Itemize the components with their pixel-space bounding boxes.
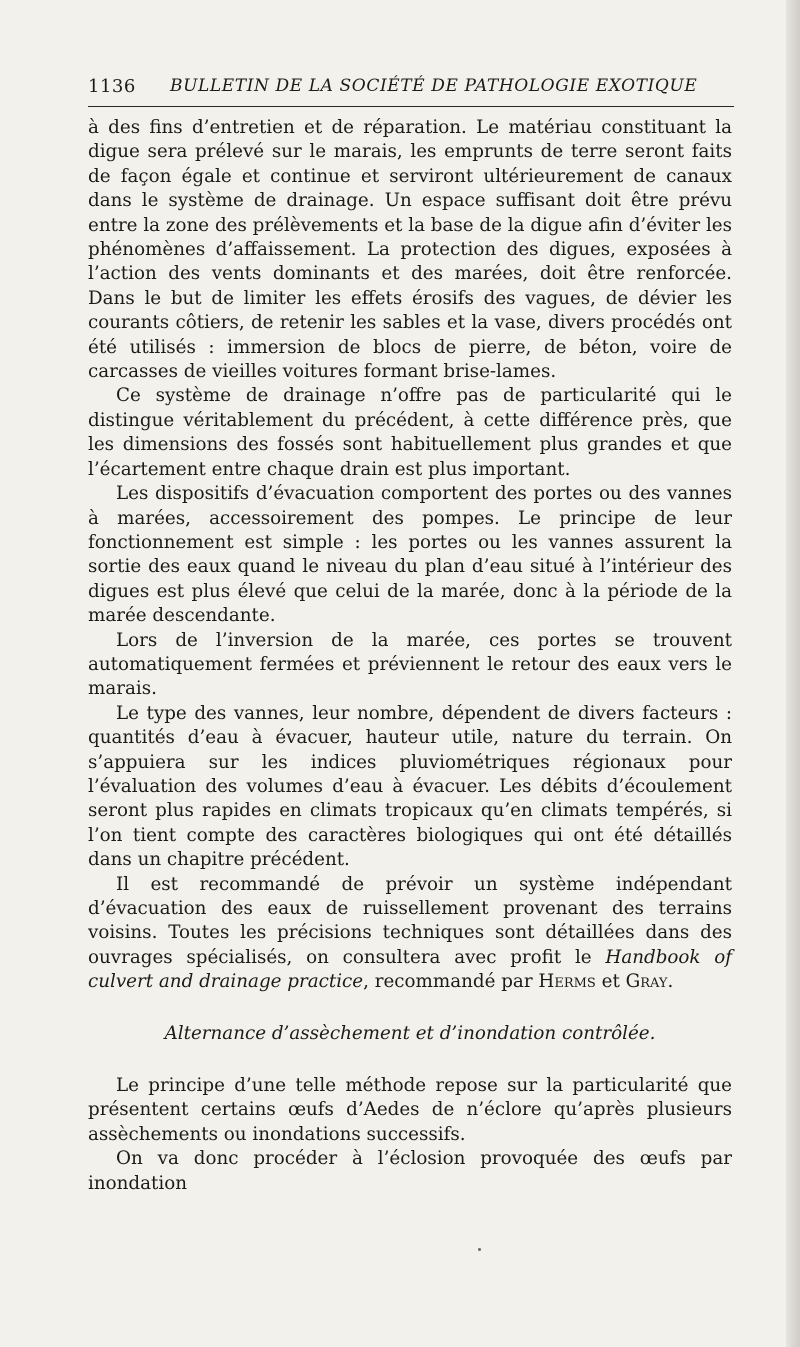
paragraph-text: Il est recommandé de prévoir un système indépendant d’évacuation des eaux de ruissellement provenant des terrains voisins. Toutes les précisions techniques sont détaillées dans des ouvrages spécialisés, on consultera avec profit le xyxy=(88,873,732,968)
paragraph-text: , recommandé par xyxy=(363,971,539,993)
paragraph: On va donc procéder à l’éclosion provoquée des œufs par inondation xyxy=(88,1148,732,1194)
speck xyxy=(478,1248,481,1251)
paragraph: Ce système de drainage n’offre pas de particularité qui le distingue véritablement du précédent, à cette différence près, que les dimensions des fossés sont habituellement plus grandes et que l’écartement entre chaque drain est plus important. xyxy=(88,385,732,480)
author-name: Herms xyxy=(538,971,596,993)
header-rule xyxy=(88,106,734,107)
author-name: Gray xyxy=(625,971,668,993)
page-edge xyxy=(786,0,800,1347)
book-title: Handbook of culvert and drainage practice xyxy=(88,946,733,993)
running-header xyxy=(88,72,734,102)
paragraph: Les dispositifs d’évacuation comportent des portes ou des vannes à marées, accessoirement des pompes. Le principe de leur fonctionnement est simple : les portes ou les vannes assurent la sortie des eaux quand le niveau du plan d’eau situé à l’intérieur des digues est plus élevé que celui de la marée, donc à la période de la marée descendante. xyxy=(88,483,732,627)
running-title: BULLETIN DE LA SOCIÉTÉ DE PATHOLOGIE EXOTIQUE xyxy=(170,76,698,96)
paragraph: Le principe d’une telle méthode repose sur la particularité que présentent certains œufs d’Aedes de n’éclore qu’après plusieurs assèchements ou inondations successifs. xyxy=(88,1075,732,1145)
paragraph xyxy=(88,873,732,995)
paragraph-text: et xyxy=(595,971,626,993)
section-heading: Alternance d’assèchement et d’inondation contrôlée. xyxy=(164,1023,656,1044)
paragraph: à des fins d’entretien et de réparation. Le matériau constituant la digue sera prélevé sur le marais, les emprunts de terre seront faits de façon égale et continue et serviront ultérieurement de canaux dans le système de drainage. Un espace suffisant doit être prévu entre la zone des prélèvements et la base de la digue afin d’éviter les phénomènes d’affaissement. La protection des digues, exposées à l’action des vents dominants et des marées, doit être renforcée. Dans le but de limiter les effets érosifs des vagues, de dévier les courants côtiers, de retenir les sables et la vase, divers procédés ont été utilisés : immersion de blocs de pierre, de béton, voire de carcasses de vieilles voitures formant brise-lames. xyxy=(88,117,732,383)
body-text xyxy=(88,1074,732,1196)
paragraph: Lors de l’inversion de la marée, ces portes se trouvent automatiquement fermées et préviennent le retour des eaux vers le marais. xyxy=(88,629,732,700)
paragraph-text: . xyxy=(667,971,674,993)
body-text xyxy=(88,116,732,995)
page-number: 1136 xyxy=(88,76,136,97)
paragraph: Le type des vannes, leur nombre, dépendent de divers facteurs : quantités d’eau à évacuer, hauteur utile, nature du terrain. On s’appuiera sur les indices pluviométriques régionaux pour l’évaluation des volumes d’eau à évacuer. Les débits d’écoulement seront plus rapides en climats tropicaux qu’en climats tempérés, si l’on tient compte des caractères biologiques qui ont été détaillés dans un chapitre précédent. xyxy=(88,702,732,871)
